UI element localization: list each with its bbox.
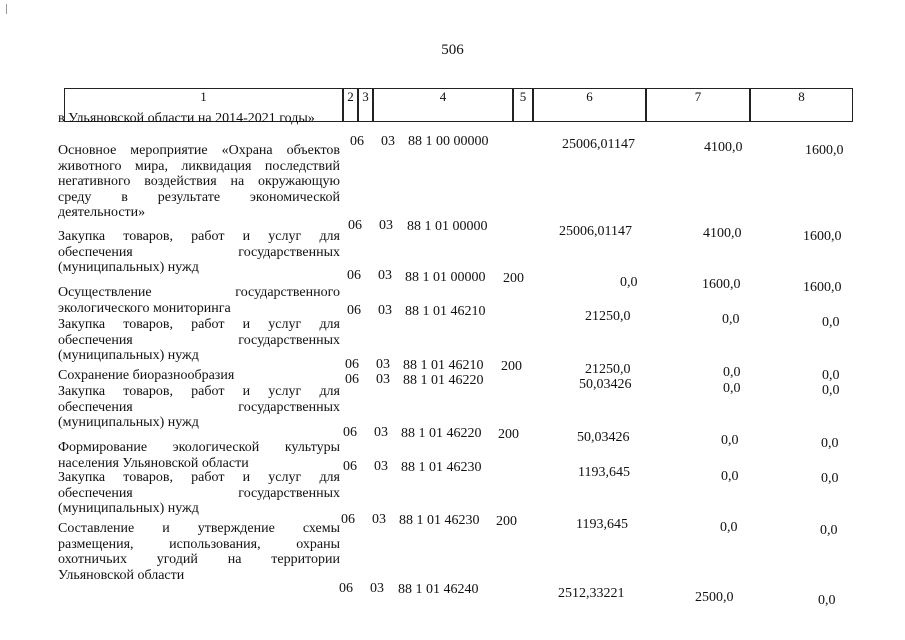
csr-code: 88 1 01 46220 <box>401 426 482 441</box>
pr-code: 03 <box>378 268 392 283</box>
value-2021: 0,0 <box>822 368 840 383</box>
value-2021: 0,0 <box>820 523 838 538</box>
row-description: в Ульяновской области на 2014-2021 годы» <box>58 111 315 126</box>
pr-code: 03 <box>370 581 384 596</box>
value-2019: 2512,33221 <box>558 586 625 601</box>
value-2019: 25006,01147 <box>559 224 632 239</box>
rz-code: 06 <box>343 425 357 440</box>
pr-code: 03 <box>374 425 388 440</box>
value-2021: 0,0 <box>818 593 836 608</box>
page-number: 506 <box>441 42 464 58</box>
row-description: Закупка товаров, работ и услуг для обеспечения государственных (муниципальных) нужд <box>58 229 340 275</box>
csr-code: 88 1 01 46210 <box>405 304 486 319</box>
rz-code: 06 <box>348 218 362 233</box>
value-2020: 4100,0 <box>704 140 743 155</box>
row-description: Закупка товаров, работ и услуг для обеспечения государственных (муниципальных) нужд <box>58 317 340 363</box>
value-2021: 1600,0 <box>803 229 842 244</box>
csr-code: 88 1 01 46230 <box>399 513 480 528</box>
row-description: Формирование экологической культуры населения Ульяновской области <box>58 440 340 471</box>
value-2020: 0,0 <box>723 381 741 396</box>
header-col-1: 1 <box>64 88 343 122</box>
vr-code: 200 <box>503 271 524 286</box>
value-2019: 1193,645 <box>578 465 630 480</box>
value-2019: 25006,01147 <box>562 137 635 152</box>
rz-code: 06 <box>350 134 364 149</box>
header-col-5: 5 <box>513 88 533 122</box>
value-2020: 1600,0 <box>702 277 741 292</box>
pr-code: 03 <box>376 372 390 387</box>
value-2020: 0,0 <box>722 312 740 327</box>
header-col-2: 2 <box>343 88 358 122</box>
value-2020: 4100,0 <box>703 226 742 241</box>
value-2021: 0,0 <box>822 383 840 398</box>
value-2021: 0,0 <box>822 315 840 330</box>
csr-code: 88 1 01 46240 <box>398 582 479 597</box>
header-col-6: 6 <box>533 88 646 122</box>
vr-code: 200 <box>501 359 522 374</box>
value-2019: 1193,645 <box>576 517 628 532</box>
csr-code: 88 1 01 00000 <box>407 219 488 234</box>
header-col-7: 7 <box>646 88 750 122</box>
csr-code: 88 1 01 46220 <box>403 373 484 388</box>
rz-code: 06 <box>347 303 361 318</box>
csr-code: 88 1 00 00000 <box>408 134 489 149</box>
value-2019: 50,03426 <box>579 377 632 392</box>
row-description: Составление и утверждение схемы размещения, использования, охраны охотничьих угодий на территории Ульяновской области <box>58 521 340 583</box>
pr-code: 03 <box>381 134 395 149</box>
value-2019: 0,0 <box>620 275 638 290</box>
value-2021: 0,0 <box>821 436 839 451</box>
value-2020: 0,0 <box>721 469 739 484</box>
pr-code: 03 <box>379 218 393 233</box>
row-description: Основное мероприятие «Охрана объектов животного мира, ликвидация последствий негативного воздействия на окружающую среду в результате экономической деятельности» <box>58 143 340 220</box>
row-description: Закупка товаров, работ и услуг для обеспечения государственных (муниципальных) нужд <box>58 384 340 430</box>
value-2021: 1600,0 <box>805 143 844 158</box>
row-description: Закупка товаров, работ и услуг для обеспечения государственных (муниципальных) нужд <box>58 470 340 516</box>
header-col-4: 4 <box>373 88 513 122</box>
rz-code: 06 <box>339 581 353 596</box>
csr-code: 88 1 01 00000 <box>405 270 486 285</box>
rz-code: 06 <box>341 512 355 527</box>
csr-code: 88 1 01 46210 <box>403 358 484 373</box>
row-description: Осуществление государственного экологического мониторинга <box>58 285 340 316</box>
pr-code: 03 <box>378 303 392 318</box>
rz-code: 06 <box>347 268 361 283</box>
scan-edge-mark <box>6 4 7 14</box>
value-2020: 0,0 <box>720 520 738 535</box>
vr-code: 200 <box>498 427 519 442</box>
pr-code: 03 <box>372 512 386 527</box>
vr-code: 200 <box>496 514 517 529</box>
pr-code: 03 <box>374 459 388 474</box>
csr-code: 88 1 01 46230 <box>401 460 482 475</box>
value-2019: 21250,0 <box>585 362 631 377</box>
header-col-8: 8 <box>750 88 853 122</box>
value-2019: 50,03426 <box>577 430 630 445</box>
value-2021: 0,0 <box>821 471 839 486</box>
value-2020: 2500,0 <box>695 590 734 605</box>
header-col-3: 3 <box>358 88 373 122</box>
rz-code: 06 <box>345 372 359 387</box>
rz-code: 06 <box>343 459 357 474</box>
value-2019: 21250,0 <box>585 309 631 324</box>
value-2020: 0,0 <box>721 433 739 448</box>
row-description: Сохранение биоразнообразия <box>58 368 235 383</box>
pr-code: 03 <box>376 357 390 372</box>
value-2021: 1600,0 <box>803 280 842 295</box>
rz-code: 06 <box>345 357 359 372</box>
value-2020: 0,0 <box>723 365 741 380</box>
